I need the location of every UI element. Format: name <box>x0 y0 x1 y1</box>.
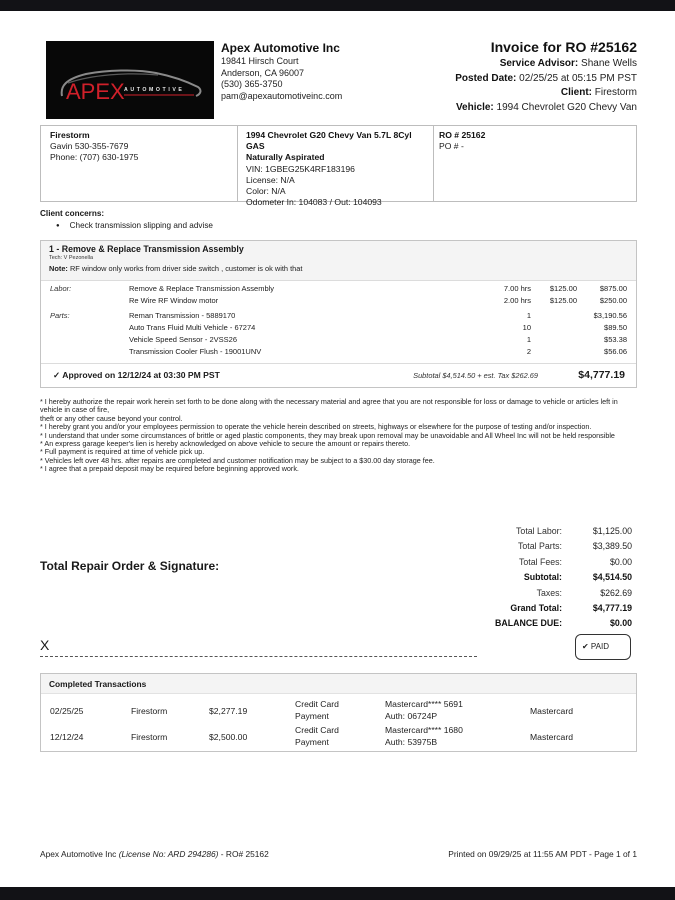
term-line: * I understand that under some circumstances of brittle or aged plastic components, they may break upon removal may be unavoidable and All Wheel Inc will not be held responsible <box>40 430 615 440</box>
customer-info <box>41 126 238 201</box>
grand-total-row: Grand Total: $4,777.19 <box>510 602 632 613</box>
vehicle-line-2: Naturally Aspirated <box>246 152 325 163</box>
job-subtotal: Subtotal $4,514.50 + est. Tax $262.69 <box>413 371 538 380</box>
job-line: Labor: Remove & Replace Transmission Assembly 7.00 hrs $125.00 $875.00 <box>50 284 627 293</box>
subtotal-row: Subtotal: $4,514.50 <box>523 572 632 583</box>
totals-summary <box>460 524 632 632</box>
footer-printed: Printed on 09/29/25 at 11:55 AM PDT - Page 1 of 1 <box>448 849 637 859</box>
order-info <box>434 126 636 201</box>
vehicle-vin: VIN: 1GBEG25K4RF183196 <box>246 163 355 174</box>
signature-x: X <box>40 637 50 653</box>
customer-name: Firestorm <box>50 130 90 140</box>
term-line: * An express garage keeper's lien is hereby acknowledged on above vehicle to secure the amount or repairs thereto. <box>40 439 411 449</box>
ro-number: RO # 25162 <box>439 130 486 140</box>
company-logo <box>46 41 214 119</box>
customer-contact: Gavin 530-355-7679 <box>50 141 129 152</box>
company-phone: (530) 365-3750 <box>221 79 283 89</box>
term-line: theft or any other cause beyond your control. <box>40 413 183 423</box>
approved-status: ✓ Approved on 12/12/24 at 03:30 PM PST <box>53 370 220 380</box>
terms-and-conditions <box>40 398 640 474</box>
job-line: Re Wire RF Window motor 2.00 hrs $125.00 $250.00 <box>129 296 627 305</box>
signature-title: Total Repair Order & Signature: <box>40 559 220 573</box>
term-line: * I agree that a prepaid deposit may be required before beginning approved work. <box>40 464 299 474</box>
job-tech: Tech: V Pezonella <box>49 255 94 261</box>
vehicle-license: License: N/A <box>246 174 295 185</box>
top-bar <box>0 0 675 11</box>
signature-line[interactable] <box>40 656 477 657</box>
service-advisor: Service Advisor: Shane Wells <box>499 58 637 69</box>
job-header <box>41 241 636 281</box>
company-address-2: Anderson, CA 96007 <box>221 67 305 78</box>
vehicle-odometer: Odometer In: 104083 / Out: 104093 <box>246 197 382 208</box>
bottom-bar <box>0 887 675 900</box>
company-info <box>221 41 342 102</box>
customer-phone: Phone: (707) 630-1975 <box>50 152 139 163</box>
balance-due-row: BALANCE DUE: $0.00 <box>495 618 632 629</box>
concerns-label: Client concerns: <box>40 209 105 218</box>
job-footer <box>41 363 636 387</box>
job-line: Auto Trans Fluid Multi Vehicle - 67274 10 $89.50 <box>129 323 627 332</box>
taxes-row: Taxes: $262.69 <box>536 587 632 598</box>
vehicle-color: Color: N/A <box>246 186 286 197</box>
transaction-row: 02/25/25 Firestorm $2,277.19 Credit Card Payment Mastercard**** 5691 Auth: 06724P Mastercard <box>50 699 573 721</box>
apex-logo-icon <box>46 41 214 119</box>
transactions-title: Completed Transactions <box>41 674 636 694</box>
term-line: * Full payment is required at time of vehicle pick up. <box>40 447 205 457</box>
company-address-1: 19841 Hirsch Court <box>221 56 299 66</box>
job-line: Parts: Reman Transmission - 5889170 1 $3,190.56 <box>50 311 627 320</box>
vehicle-line-1: 1994 Chevrolet G20 Chevy Van 5.7L 8Cyl GAS <box>246 130 412 152</box>
client: Client: Firestorm <box>560 87 637 98</box>
job-card <box>40 240 637 388</box>
svg-text:APEX: APEX <box>66 79 125 104</box>
job-line: Transmission Cooler Flush - 19001UNV 2 $56.06 <box>129 347 627 356</box>
total-labor-row: Total Labor: $1,125.00 <box>516 526 632 536</box>
posted-date: Posted Date: 02/25/25 at 05:15 PM PST <box>455 72 637 84</box>
job-note: Note: RF window only works from driver side switch , customer is ok with that <box>49 264 303 273</box>
term-line: * I hereby grant you and/or your employees permission to operate the vehicle herein described on streets, highways or elsewhere for the purpose of testing and/or inspection. <box>40 422 592 432</box>
po-number: PO # - <box>439 141 464 152</box>
total-fees-row: Total Fees: $0.00 <box>518 556 632 567</box>
invoice-header <box>455 39 637 115</box>
vehicle: Vehicle: 1994 Chevrolet G20 Chevy Van <box>455 101 637 113</box>
vehicle-info <box>238 126 434 208</box>
job-line: Vehicle Speed Sensor - 2VSS26 1 $53.38 <box>129 335 627 344</box>
company-email: pam@apexautomotiveinc.com <box>221 90 343 101</box>
job-lines <box>41 281 636 363</box>
concern-item: ● Check transmission slipping and advise <box>56 220 213 233</box>
completed-transactions <box>40 673 637 752</box>
info-box <box>40 125 637 208</box>
paid-button[interactable]: ✔ PAID <box>575 634 631 660</box>
invoice-title: Invoice for RO #25162 <box>490 39 637 55</box>
transaction-row: 12/12/24 Firestorm $2,500.00 Credit Card Payment Mastercard**** 1680 Auth: 53975B Mastercard <box>50 725 573 747</box>
client-concerns <box>40 208 213 233</box>
term-line: * Vehicles left over 48 hrs. after repairs are completed and customer notification may be subject to a $30.00 day storage fee. <box>40 455 435 465</box>
company-name: Apex Automotive Inc <box>221 41 340 55</box>
footer-company: Apex Automotive Inc (License No: ARD 294286) - RO# 25162 <box>40 849 269 859</box>
job-title: 1 - Remove & Replace Transmission Assembly <box>49 244 244 254</box>
job-total: $4,777.19 <box>578 369 625 381</box>
total-parts-row: Total Parts: $3,389.50 <box>517 541 632 552</box>
svg-text:AUTOMOTIVE: AUTOMOTIVE <box>124 87 185 93</box>
term-line: * I hereby authorize the repair work herein set forth to be done along with the necessary material and agree that you are not responsible for loss or damage to vehicle or articles left in vehicle in case of fire, <box>40 397 618 415</box>
